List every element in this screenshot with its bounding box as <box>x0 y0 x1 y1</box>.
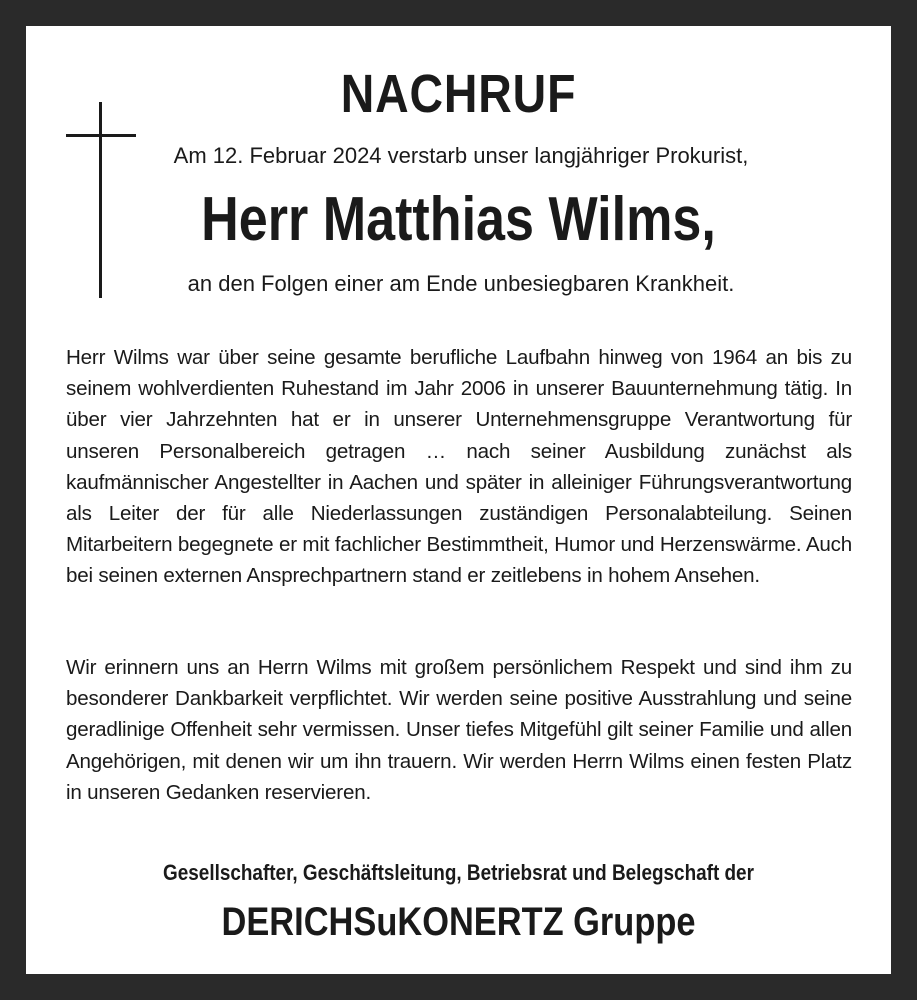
body-paragraph-remembrance: Wir erinnern uns an Herrn Wilms mit großem persönlichem Respekt und sind ihm zu besonderer Dankbarkeit verpflichtet. Wir werden seine positive Ausstrahlung und seine geradlinige Offenheit sehr vermissen. Unser tiefes Mitgefühl gilt seiner Familie und allen Angehörigen, mit denen wir um ihn trauern. Wir werden Herrn Wilms einen festen Platz in unseren Gedanken reservieren. <box>66 656 852 804</box>
body-paragraph-career: Herr Wilms war über seine gesamte berufliche Laufbahn hinweg von 1964 an bis zu seinem wohlverdienten Ruhestand im Jahr 2006 in unserer Bauunternehmung tätig. In über vier Jahrzehnten hat er in unserer Unternehmensgruppe Verantwortung für unseren Personalbereich getragen … nach seiner Ausbildung zunächst als kaufmännischer Angestellter in Aachen und später in alleiniger Führungsverantwortung als Leiter der für alle Niederlassungen zuständigen Personalabteilung. Seinen Mitarbeitern begegnete er mit fachlicher Bestimmtheit, Humor und Herzenswärme. Auch bei seinen externen Ansprechpartnern stand er zeitlebens in hohem Ansehen. <box>66 346 852 588</box>
deceased-name: Herr Matthias Wilms, <box>201 185 716 254</box>
obituary-notice <box>26 26 891 974</box>
cross-horizontal-bar <box>66 134 136 137</box>
cause-line: an den Folgen einer am Ende unbesiegbaren Krankheit. <box>187 271 735 296</box>
notice-title: NACHRUF <box>340 64 577 124</box>
company-name: DERICHSuKONERTZ Gruppe <box>221 900 696 944</box>
signatories-line: Gesellschafter, Geschäftsleitung, Betriebsrat und Belegschaft der <box>163 860 754 885</box>
intro-line: Am 12. Februar 2024 verstarb unser langjähriger Prokurist, <box>173 143 749 168</box>
